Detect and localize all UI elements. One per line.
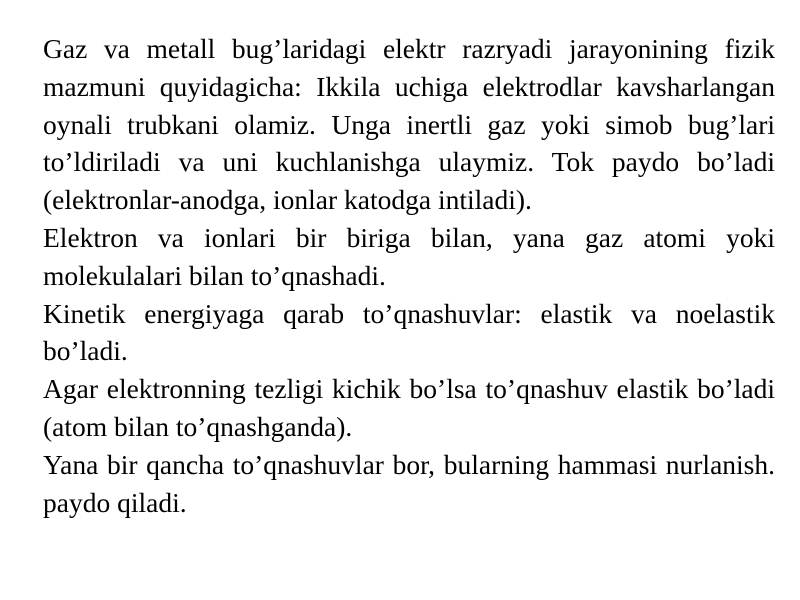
paragraph-elastic-collision: Agar elektronning tezligi kichik bo’lsa to’qnashuv elastik bo’ladi (atom bilan to’qnashganda). [43,373,775,442]
paragraph-radiation: Yana bir qancha to’qnashuvlar bor, bularning hammasi nurlanish. paydo qiladi. [43,448,775,518]
paragraph-electron-ion-collisions: Elektron va ionlari bir biriga bilan, yana gaz atomi yoki molekulalari bilan to’qnashadi. [43,221,775,291]
paragraph-discharge-physics: Gaz va metall bug’laridagi elektr razryadi jarayonining fizik mazmuni quyidagicha: Ikkila uchiga elektrodlar kavsharlangan oynali trubkani olamiz. Unga inertli gaz yoki simob bug’lari to’ldiriladi va uni kuchlanishga ulaymiz. Tok paydo bo’ladi (elektronlar-anodga, ionlar katodga intiladi). [43,33,775,216]
document-body [43,30,775,521]
paragraph-kinetic-energy: Kinetik energiyaga qarab to’qnashuvlar: elastik va noelastik bo’ladi. [43,297,775,367]
